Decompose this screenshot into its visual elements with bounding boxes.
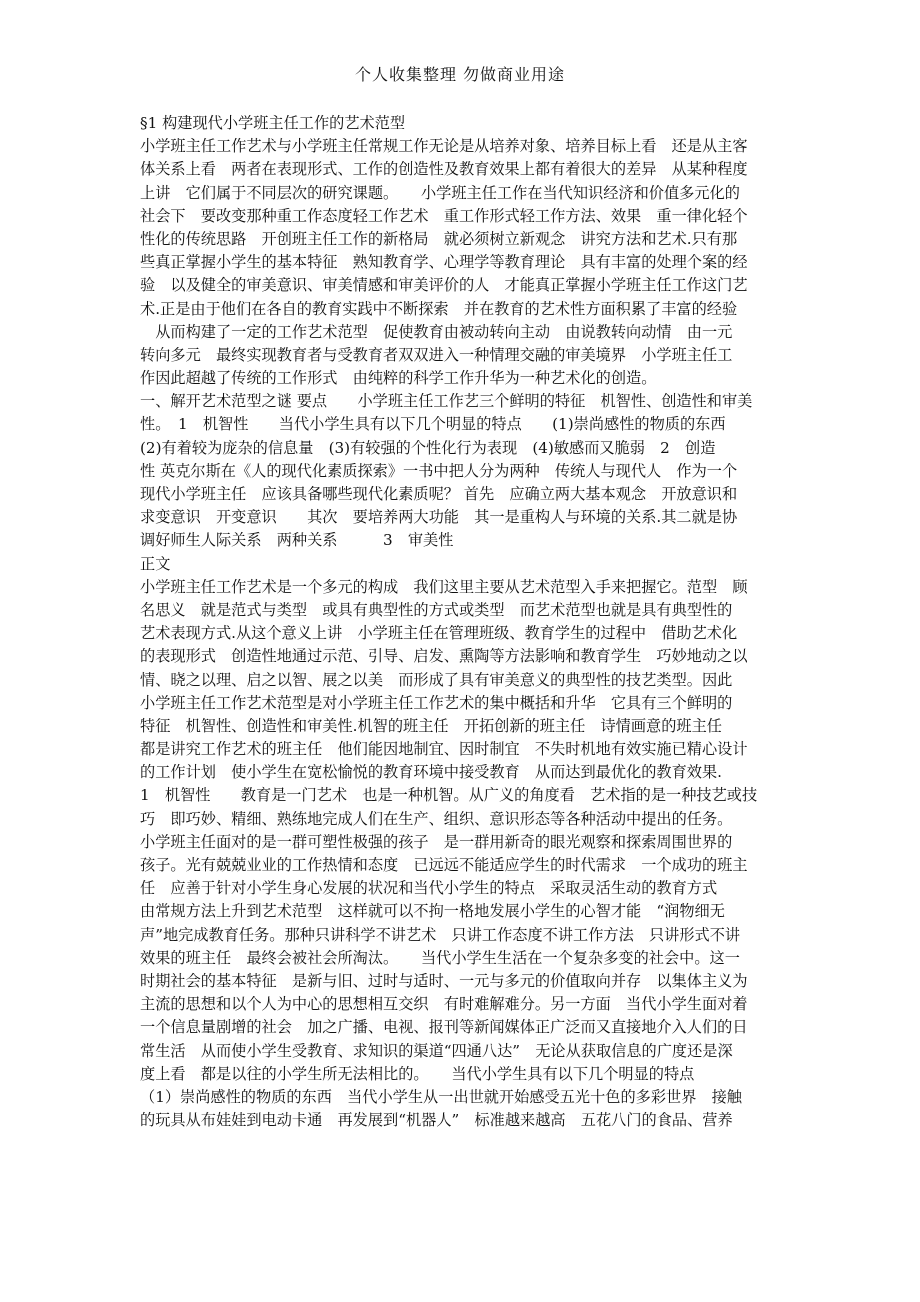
text-line: 特征 机智性、创造性和审美性.机智的班主任 开拓创新的班主任 诗情画意的班主任: [140, 716, 722, 735]
text-line: 情、晓之以理、启之以智、展之以美 而形成了具有审美意义的典型性的技艺类型。因此: [140, 670, 733, 689]
text-line: 小学班主任面对的是一群可塑性极强的孩子 是一群用新奇的眼光观察和探索周围世界的: [140, 832, 733, 851]
text-line: 名思义 就是范式与类型 或具有典型性的方式或类型 而艺术范型也就是具有典型性的: [140, 600, 733, 619]
text-line: 小学班主任工作艺术与小学班主任常规工作无论是从培养对象、培养目标上看 还是从主客: [140, 137, 748, 156]
text-line: 的表现形式 创造性地通过示范、引导、启发、熏陶等方法影响和教育学生 巧妙地动之以: [140, 647, 748, 666]
text-line: 作因此超越了传统的工作形式 由纯粹的科学工作升华为一种艺术化的创造。: [140, 369, 657, 388]
page-header: 个人收集整理 勿做商业用途: [354, 65, 566, 84]
document-body: [140, 112, 780, 1132]
text-line: 一个信息量剧增的社会 加之广播、电视、报刊等新闻媒体正广泛而又直接地介入人们的日: [140, 1018, 748, 1037]
text-line: 1 机智性 教育是一门艺术 也是一种机智。从广义的角度看 艺术指的是一种技艺或技: [140, 786, 758, 805]
text-line: 从而构建了一定的工作艺术范型 促使教育由被动转向主动 由说教转向动情 由一元: [140, 322, 733, 341]
text-line: 小学班主任工作艺术是一个多元的构成 我们这里主要从艺术范型入手来把握它。范型 顾: [140, 577, 748, 596]
text-line: 一、解开艺术范型之谜 要点 小学班主任工作艺三个鲜明的特征 机智性、创造性和审美: [140, 392, 753, 411]
text-line: 艺术表现方式.从这个意义上讲 小学班主任在管理班级、教育学生的过程中 借助艺术化: [140, 624, 738, 643]
text-line: 常生活 从而使小学生受教育、求知识的渠道“四通八达” 无论从获取信息的广度还是深: [140, 1041, 733, 1060]
text-line: 主流的思想和以个人为中心的思想相互交织 有时难解难分。另一方面 当代小学生面对着: [140, 995, 748, 1014]
text-line: 调好师生人际关系 两种关系 3 审美性: [140, 531, 454, 550]
text-line: 上讲 它们属于不同层次的研究课题。 小学班主任工作在当代知识经济和价值多元化的: [140, 183, 740, 202]
text-line: 小学班主任工作艺术范型是对小学班主任工作艺术的集中概括和升华 它具有三个鲜明的: [140, 693, 733, 712]
text-line: 效果的班主任 最终会被社会所淘汰。 当代小学生生活在一个复杂多变的社会中。这一: [140, 948, 740, 967]
text-line: （1）崇尚感性的物质的东西 当代小学生从一出世就开始感受五光十色的多彩世界 接触: [140, 1087, 742, 1106]
text-line: 性化的传统思路 开创班主任工作的新格局 就必须树立新观念 讲究方法和艺术.只有那: [140, 229, 738, 248]
text-line: 术.正是由于他们在各自的教育实践中不断探索 并在教育的艺术性方面积累了丰富的经验: [140, 299, 738, 318]
text-line: 都是讲究工作艺术的班主任 他们能因地制宜、因时制宜 不失时机地有效实施已精心设计: [140, 740, 748, 759]
text-line: 时期社会的基本特征 是新与旧、过时与适时、一元与多元的价值取向并存 以集体主义为: [140, 971, 748, 990]
text-line: §1 构建现代小学班主任工作的艺术范型: [140, 114, 406, 132]
text-line: 巧 即巧妙、精细、熟练地完成人们在生产、组织、意识形态等各种活动中提出的任务。: [140, 809, 733, 828]
text-line: 验 以及健全的审美意识、审美情感和审美评价的人 才能真正掌握小学班主任工作这门艺: [140, 276, 748, 295]
text-line: 度上看 都是以往的小学生所无法相比的。 当代小学生具有以下几个明显的特点: [140, 1064, 695, 1083]
text-line: 求变意识 开变意识 其次 要培养两大功能 其一是重构人与环境的关系.其二就是协: [140, 508, 738, 527]
text-line: 的工作计划 使小学生在宽松愉悦的教育环境中接受教育 从而达到最优化的教育效果.: [140, 763, 722, 782]
text-line: 的玩具从布娃娃到电动卡通 再发展到“机器人” 标准越来越高 五花八门的食品、营养: [140, 1111, 733, 1130]
text-line: 些真正掌握小学生的基本特征 熟知教育学、心理学等教育理论 具有丰富的处理个案的经: [140, 253, 748, 272]
text-line: 正文: [140, 554, 171, 573]
text-line: 社会下 要改变那种重工作态度轻工作艺术 重工作形式轻工作方法、效果 重一律化轻个: [140, 206, 748, 225]
text-line: 体关系上看 两者在表现形式、工作的创造性及教育效果上都有着很大的差异 从某种程度: [140, 160, 748, 179]
text-line: (2)有着较为庞杂的信息量 (3)有较强的个性化行为表现 (4)敏感而又脆弱 2 创造: [140, 438, 716, 457]
text-line: 性。 1 机智性 当代小学生具有以下几个明显的特点 (1)崇尚感性的物质的东西: [140, 415, 726, 434]
text-line: 任 应善于针对小学生身心发展的状况和当代小学生的特点 采取灵活生动的教育方式: [140, 879, 718, 898]
text-line: 声”地完成教育任务。那种只讲科学不讲艺术 只讲工作态度不讲工作方法 只讲形式不讲: [140, 925, 741, 944]
text-line: 现代小学班主任 应该具备哪些现代化素质呢？ 首先 应确立两大基本观念 开放意识和: [140, 485, 738, 503]
text-line: 由常规方法上升到艺术范型 这样就可以不拘一格地发展小学生的心智才能 “润物细无: [140, 902, 725, 921]
text-line: 孩子。光有兢兢业业的工作热情和态度 已远远不能适应学生的时代需求 一个成功的班主: [140, 856, 748, 874]
text-line: 转向多元 最终实现教育者与受教育者双双进入一种情理交融的审美境界 小学班主任工: [140, 345, 733, 364]
text-line: 性 英克尔斯在《人的现代化素质探索》一书中把人分为两种 传统人与现代人 作为一个: [140, 461, 738, 480]
